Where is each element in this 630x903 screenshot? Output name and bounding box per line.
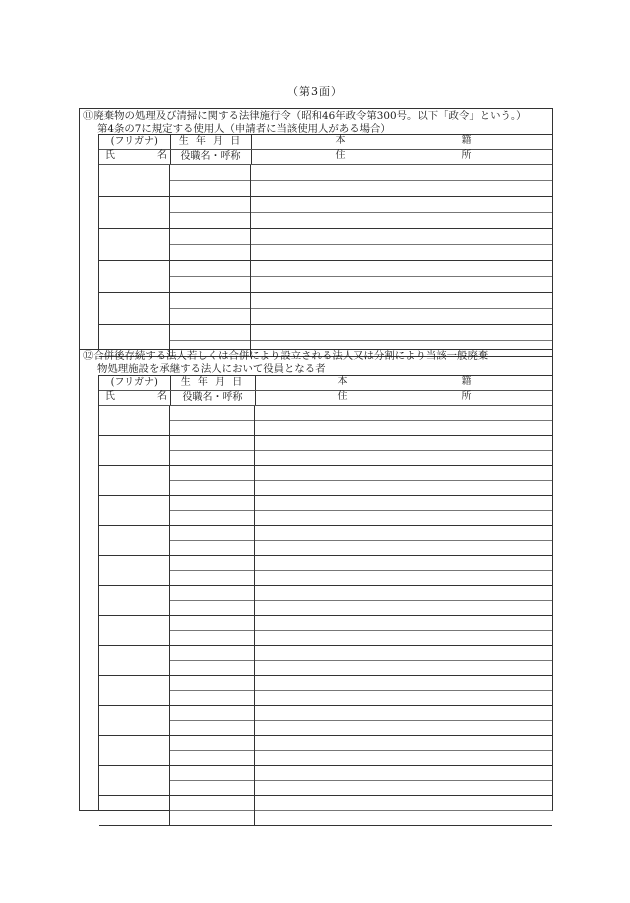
address-cell[interactable] xyxy=(255,631,552,645)
address-cell[interactable] xyxy=(255,691,552,705)
title-cell[interactable] xyxy=(170,541,254,555)
honseki-address-cells xyxy=(255,436,552,465)
name-cell[interactable] xyxy=(99,766,170,795)
name-cell[interactable] xyxy=(99,197,170,228)
section-11-heading xyxy=(83,110,550,135)
honseki-address-cells xyxy=(255,766,552,795)
birthdate-cell[interactable] xyxy=(170,165,250,181)
honseki-address-cells xyxy=(255,706,552,735)
address-cell[interactable] xyxy=(251,181,552,196)
title-cell[interactable] xyxy=(170,181,250,196)
honseki-cell[interactable] xyxy=(255,766,552,781)
title-cell[interactable] xyxy=(170,421,254,435)
section-11-header-row1 xyxy=(99,135,552,150)
form-sheet xyxy=(79,108,553,811)
birthdate-cell[interactable] xyxy=(170,261,250,277)
birthdate-cell[interactable] xyxy=(170,293,250,309)
birthdate-cell[interactable] xyxy=(170,706,254,721)
name-cell[interactable] xyxy=(99,646,170,675)
honseki-header xyxy=(255,376,552,391)
address-cell[interactable] xyxy=(255,811,552,825)
honseki-address-cells xyxy=(251,165,552,196)
section-12-heading-line2: 物処理施設を承継する法人において役員となる者 xyxy=(97,362,326,375)
honseki-cell[interactable] xyxy=(255,526,552,541)
name-cell[interactable] xyxy=(99,496,170,525)
birth-title-cells xyxy=(170,466,255,495)
title-cell[interactable] xyxy=(170,751,254,765)
birthdate-cell[interactable] xyxy=(170,229,250,245)
address-header xyxy=(251,150,552,165)
birth-title-cells xyxy=(170,261,251,292)
honseki-address-cells xyxy=(255,496,552,525)
address-cell[interactable] xyxy=(255,481,552,495)
address-cell[interactable] xyxy=(251,309,552,324)
birthdate-header: 生 年 月 日 xyxy=(170,376,255,391)
honseki-cell[interactable] xyxy=(255,586,552,601)
title-header: 役職名・呼称 xyxy=(170,391,255,406)
title-cell[interactable] xyxy=(170,451,254,465)
birthdate-cell[interactable] xyxy=(170,496,254,511)
birthdate-cell[interactable] xyxy=(170,676,254,691)
honseki-label-2: 籍 xyxy=(461,376,472,387)
honseki-address-cells xyxy=(251,229,552,260)
honseki-cell[interactable] xyxy=(251,229,552,245)
section-12-heading-line1: ⑫合併後存続する法人若しくは合併により設立される法人又は分割により当該一般廃棄 xyxy=(83,350,489,362)
honseki-address-cells xyxy=(255,616,552,645)
entry-block xyxy=(99,796,552,826)
name-cell[interactable] xyxy=(99,466,170,495)
birth-title-cells xyxy=(170,586,255,615)
address-cell[interactable] xyxy=(255,601,552,615)
honseki-cell[interactable] xyxy=(255,496,552,511)
entry-block xyxy=(99,766,552,796)
birthdate-cell[interactable] xyxy=(170,436,254,451)
honseki-label-1: 本 xyxy=(335,135,346,146)
entry-block xyxy=(99,646,552,676)
entry-block xyxy=(99,229,552,261)
furigana-header: (フリガナ) xyxy=(99,135,170,150)
address-cell[interactable] xyxy=(255,421,552,435)
honseki-cell[interactable] xyxy=(255,436,552,451)
honseki-address-cells xyxy=(255,406,552,435)
address-cell[interactable] xyxy=(255,571,552,585)
entry-block xyxy=(99,706,552,736)
entry-block xyxy=(99,261,552,293)
address-cell[interactable] xyxy=(255,451,552,465)
title-cell[interactable] xyxy=(170,811,254,825)
honseki-label-1: 本 xyxy=(337,376,348,387)
birthdate-cell[interactable] xyxy=(170,736,254,751)
name-cell[interactable] xyxy=(99,616,170,645)
title-cell[interactable] xyxy=(170,571,254,585)
honseki-address-cells xyxy=(255,526,552,555)
birth-title-cells xyxy=(170,165,251,196)
birth-title-cells xyxy=(170,616,255,645)
section-12-header-row2 xyxy=(99,391,552,406)
section-11-heading-line2: 第4条の7に規定する使用人（申請者に当該使用人がある場合） xyxy=(97,122,391,135)
birth-title-cells xyxy=(170,796,255,825)
honseki-cell[interactable] xyxy=(255,706,552,721)
birth-title-cells xyxy=(170,556,255,585)
name-label-1: 氏 xyxy=(105,150,115,161)
name-cell[interactable] xyxy=(99,556,170,585)
address-cell[interactable] xyxy=(255,541,552,555)
name-cell[interactable] xyxy=(99,261,170,292)
section-12-table xyxy=(98,375,552,811)
entry-block xyxy=(99,293,552,325)
honseki-cell[interactable] xyxy=(251,261,552,277)
name-cell[interactable] xyxy=(99,165,170,196)
birth-title-cells xyxy=(170,706,255,735)
name-cell[interactable] xyxy=(99,406,170,435)
page-title: （第3面） xyxy=(287,85,343,98)
name-header xyxy=(99,150,170,165)
section-12-header-row1 xyxy=(99,376,552,391)
birthdate-cell[interactable] xyxy=(170,466,254,481)
entry-block xyxy=(99,586,552,616)
address-header xyxy=(255,391,552,406)
honseki-cell[interactable] xyxy=(251,293,552,309)
name-header xyxy=(99,391,170,406)
title-cell[interactable] xyxy=(170,631,254,645)
title-cell[interactable] xyxy=(170,245,250,260)
honseki-cell[interactable] xyxy=(255,556,552,571)
entry-block xyxy=(99,526,552,556)
name-cell[interactable] xyxy=(99,796,170,825)
address-cell[interactable] xyxy=(251,245,552,260)
title-cell[interactable] xyxy=(170,277,250,292)
birthdate-cell[interactable] xyxy=(170,586,254,601)
birthdate-cell[interactable] xyxy=(170,616,254,631)
honseki-cell[interactable] xyxy=(255,616,552,631)
name-cell[interactable] xyxy=(99,229,170,260)
name-cell[interactable] xyxy=(99,586,170,615)
address-label-1: 住 xyxy=(337,391,348,402)
section-12-heading xyxy=(83,350,550,375)
title-cell[interactable] xyxy=(170,661,254,675)
entry-block xyxy=(99,616,552,646)
birthdate-cell[interactable] xyxy=(170,646,254,661)
honseki-header xyxy=(251,135,552,150)
section-11-rows xyxy=(99,165,552,357)
address-cell[interactable] xyxy=(255,751,552,765)
address-cell[interactable] xyxy=(255,511,552,525)
address-cell[interactable] xyxy=(251,213,552,228)
honseki-address-cells xyxy=(255,646,552,675)
honseki-cell[interactable] xyxy=(255,676,552,691)
birthdate-cell[interactable] xyxy=(170,406,254,421)
address-label-1: 住 xyxy=(335,150,346,161)
birthdate-cell[interactable] xyxy=(170,796,254,811)
section-12 xyxy=(80,349,552,811)
honseki-cell[interactable] xyxy=(255,796,552,811)
name-label-2: 名 xyxy=(157,150,167,161)
title-cell[interactable] xyxy=(170,721,254,735)
section-11-heading-line1: ⑪廃棄物の処理及び清掃に関する法律施行令（昭和46年政令第300号。以下「政令」という。） xyxy=(83,110,527,122)
birthdate-cell[interactable] xyxy=(170,197,250,213)
title-cell[interactable] xyxy=(170,691,254,705)
birth-title-cells xyxy=(170,736,255,765)
honseki-address-cells xyxy=(251,293,552,324)
name-label-1: 氏 xyxy=(105,391,115,402)
section-11 xyxy=(80,109,552,350)
entry-block xyxy=(99,197,552,229)
birth-title-cells xyxy=(170,293,251,324)
section-12-rows xyxy=(99,406,552,826)
address-label-2: 所 xyxy=(461,391,472,402)
honseki-address-cells xyxy=(251,261,552,292)
honseki-address-cells xyxy=(255,586,552,615)
entry-block xyxy=(99,436,552,466)
title-cell[interactable] xyxy=(170,781,254,795)
birth-title-cells xyxy=(170,496,255,525)
entry-block xyxy=(99,736,552,766)
honseki-cell[interactable] xyxy=(251,165,552,181)
address-cell[interactable] xyxy=(255,781,552,795)
furigana-header: (フリガナ) xyxy=(99,376,170,391)
entry-block xyxy=(99,676,552,706)
title-cell[interactable] xyxy=(170,511,254,525)
name-cell[interactable] xyxy=(99,436,170,465)
birth-title-cells xyxy=(170,646,255,675)
honseki-cell[interactable] xyxy=(255,466,552,481)
honseki-cell[interactable] xyxy=(251,197,552,213)
honseki-cell[interactable] xyxy=(255,406,552,421)
section-11-header-row2 xyxy=(99,150,552,165)
birthdate-cell[interactable] xyxy=(170,766,254,781)
entry-block xyxy=(99,165,552,197)
honseki-address-cells xyxy=(255,466,552,495)
birth-title-cells xyxy=(170,229,251,260)
title-cell[interactable] xyxy=(170,309,250,324)
title-cell[interactable] xyxy=(170,481,254,495)
address-cell[interactable] xyxy=(251,277,552,292)
honseki-address-cells xyxy=(251,197,552,228)
honseki-address-cells xyxy=(255,796,552,825)
birth-title-cells xyxy=(170,676,255,705)
birth-title-cells xyxy=(170,526,255,555)
entry-block xyxy=(99,466,552,496)
birth-title-cells xyxy=(170,766,255,795)
honseki-address-cells xyxy=(255,676,552,705)
address-cell[interactable] xyxy=(255,661,552,675)
title-cell[interactable] xyxy=(170,601,254,615)
section-11-table xyxy=(98,134,552,349)
title-cell[interactable] xyxy=(170,213,250,228)
birth-title-cells xyxy=(170,406,255,435)
name-cell[interactable] xyxy=(99,293,170,324)
birthdate-cell[interactable] xyxy=(170,556,254,571)
honseki-address-cells xyxy=(255,556,552,585)
title-header: 役職名・呼称 xyxy=(170,150,251,165)
name-cell[interactable] xyxy=(99,706,170,735)
entry-block xyxy=(99,406,552,436)
honseki-cell[interactable] xyxy=(255,646,552,661)
name-label-2: 名 xyxy=(157,391,167,402)
honseki-address-cells xyxy=(255,736,552,765)
name-cell[interactable] xyxy=(99,736,170,765)
birth-title-cells xyxy=(170,197,251,228)
birthdate-cell[interactable] xyxy=(170,325,250,341)
entry-block xyxy=(99,496,552,526)
honseki-cell[interactable] xyxy=(255,736,552,751)
honseki-cell[interactable] xyxy=(251,325,552,341)
name-cell[interactable] xyxy=(99,676,170,705)
birthdate-cell[interactable] xyxy=(170,526,254,541)
birth-title-cells xyxy=(170,436,255,465)
honseki-label-2: 籍 xyxy=(461,135,472,146)
birthdate-header: 生 年 月 日 xyxy=(170,135,251,150)
address-cell[interactable] xyxy=(255,721,552,735)
address-label-2: 所 xyxy=(461,150,472,161)
name-cell[interactable] xyxy=(99,526,170,555)
entry-block xyxy=(99,556,552,586)
